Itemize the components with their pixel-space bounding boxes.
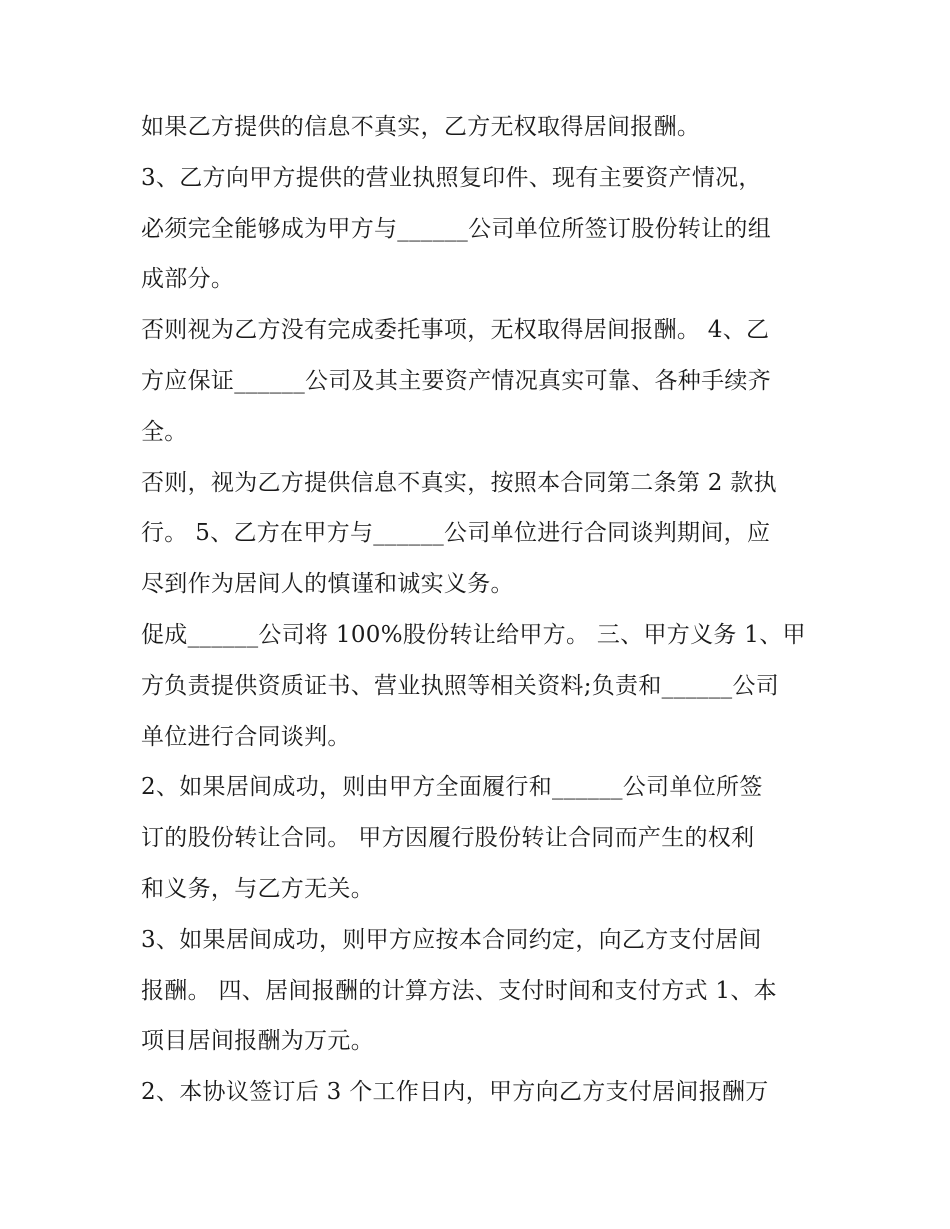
text-line: 成部分。 bbox=[141, 266, 235, 293]
paragraph-7 bbox=[141, 915, 821, 1067]
paragraph-8 bbox=[141, 1067, 821, 1118]
document-body bbox=[141, 102, 821, 1118]
text-line: 3、乙方向甲方提供的营业执照复印件、现有主要资产情况， bbox=[141, 164, 762, 191]
text-line: 方应保证______公司及其主要资产情况真实可靠、各种手续齐 bbox=[141, 367, 771, 394]
text-line: 必须完全能够成为甲方与______公司单位所签订股份转让的组 bbox=[141, 215, 771, 242]
text-line: 全。 bbox=[141, 418, 188, 445]
text-line: 和义务，与乙方无关。 bbox=[141, 875, 374, 902]
paragraph-2 bbox=[141, 153, 821, 305]
paragraph-6 bbox=[141, 762, 821, 914]
text-line: 如果乙方提供的信息不真实，乙方无权取得居间报酬。 bbox=[141, 114, 701, 140]
text-line: 方负责提供资质证书、营业执照等相关资料;负责和______公司 bbox=[141, 672, 780, 699]
text-line: 否则，视为乙方提供信息不真实，按照本合同第二条第 2 款执 bbox=[141, 469, 777, 496]
text-line: 项目居间报酬为万元。 bbox=[141, 1028, 374, 1055]
paragraph-4 bbox=[141, 458, 821, 610]
text-line: 订的股份转让合同。 甲方因履行股份转让合同而产生的权利 bbox=[141, 825, 755, 852]
paragraph-3 bbox=[141, 305, 821, 457]
paragraph-5 bbox=[141, 610, 821, 762]
text-line: 否则视为乙方没有完成委托事项，无权取得居间报酬。 4、乙 bbox=[141, 317, 770, 344]
text-line: 2、本协议签订后 3 个工作日内，甲方向乙方支付居间报酬万 bbox=[141, 1079, 769, 1106]
text-line: 报酬。 四、居间报酬的计算方法、支付时间和支付方式 1、本 bbox=[141, 977, 777, 1004]
text-line: 3、如果居间成功，则甲方应按本合同约定，向乙方支付居间 bbox=[141, 926, 762, 953]
text-line: 尽到作为居间人的慎谨和诚实义务。 bbox=[141, 571, 514, 598]
paragraph-1 bbox=[141, 102, 821, 153]
text-line: 2、如果居间成功，则由甲方全面履行和______公司单位所签 bbox=[141, 774, 763, 801]
text-line: 行。 5、乙方在甲方与______公司单位进行合同谈判期间，应 bbox=[141, 520, 771, 547]
text-line: 促成______公司将 100%股份转让给甲方。 三、甲方义务 1、甲 bbox=[141, 621, 806, 648]
text-line: 单位进行合同谈判。 bbox=[141, 723, 351, 750]
